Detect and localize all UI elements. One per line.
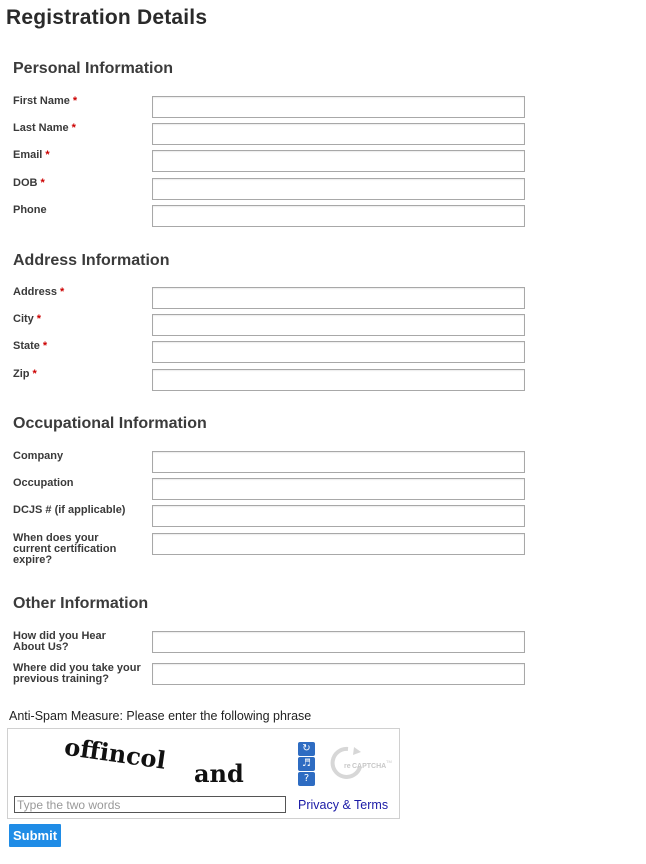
captcha-word-1: offincol	[62, 734, 168, 775]
captcha-instruction: Anti-Spam Measure: Please enter the following phrase	[9, 709, 312, 723]
state-label: State *	[13, 340, 48, 352]
state-input[interactable]	[152, 341, 525, 363]
hear-about-input[interactable]	[152, 631, 525, 653]
city-input[interactable]	[152, 314, 525, 336]
svg-text:TM: TM	[386, 759, 392, 764]
phone-input[interactable]	[152, 205, 525, 227]
first-name-label: First Name *	[13, 95, 78, 107]
address-label: Address *	[13, 286, 65, 298]
required-marker: *	[40, 177, 45, 189]
captcha-image	[14, 734, 289, 790]
first-name-input[interactable]	[152, 96, 525, 118]
svg-text:re: re	[344, 763, 351, 770]
last-name-input[interactable]	[152, 123, 525, 145]
recaptcha-logo	[330, 743, 394, 783]
section-title-address: Address Information	[13, 252, 170, 269]
email-input[interactable]	[152, 150, 525, 172]
previous-training-label: Where did you take your previous training?	[13, 662, 141, 685]
last-name-label: Last Name *	[13, 122, 76, 134]
refresh-icon[interactable]: ↻	[298, 742, 315, 756]
svg-text:CAPTCHA: CAPTCHA	[352, 763, 387, 770]
required-marker: *	[36, 313, 42, 325]
occupation-input[interactable]	[152, 478, 525, 500]
audio-icon[interactable]: ♬	[298, 757, 315, 771]
page-title: Registration Details	[6, 6, 208, 29]
dcjs-label: DCJS # (if applicable)	[13, 504, 126, 516]
cert-expire-input[interactable]	[152, 533, 525, 555]
dcjs-input[interactable]	[152, 505, 525, 527]
privacy-terms-link[interactable]: Privacy & Terms	[298, 798, 389, 812]
zip-input[interactable]	[152, 369, 525, 391]
company-input[interactable]	[152, 451, 525, 473]
required-marker: *	[72, 95, 78, 107]
phone-label: Phone	[13, 204, 47, 216]
captcha-widget	[7, 728, 400, 819]
address-input[interactable]	[152, 287, 525, 309]
dob-label: DOB *	[13, 177, 45, 189]
previous-training-input[interactable]	[152, 663, 525, 685]
occupation-label: Occupation	[13, 477, 74, 489]
help-icon[interactable]: ?	[298, 772, 315, 786]
zip-label: Zip *	[13, 368, 37, 380]
captcha-word-2: and	[194, 759, 244, 788]
required-marker: *	[42, 340, 48, 352]
required-marker: *	[45, 149, 50, 161]
cert-expire-label: When does your current certification expire?	[13, 532, 117, 566]
captcha-input[interactable]	[14, 796, 286, 813]
city-label: City *	[13, 313, 42, 325]
required-marker: *	[32, 368, 37, 380]
email-label: Email *	[13, 149, 50, 161]
section-title-occupational: Occupational Information	[13, 415, 207, 432]
section-title-personal: Personal Information	[13, 60, 174, 77]
hear-about-label: How did you Hear About Us?	[13, 630, 106, 653]
section-title-other: Other Information	[13, 595, 149, 612]
required-marker: *	[71, 122, 76, 134]
company-label: Company	[13, 450, 64, 462]
dob-input[interactable]	[152, 178, 525, 200]
required-marker: *	[60, 286, 65, 298]
submit-button[interactable]: Submit	[9, 824, 61, 847]
